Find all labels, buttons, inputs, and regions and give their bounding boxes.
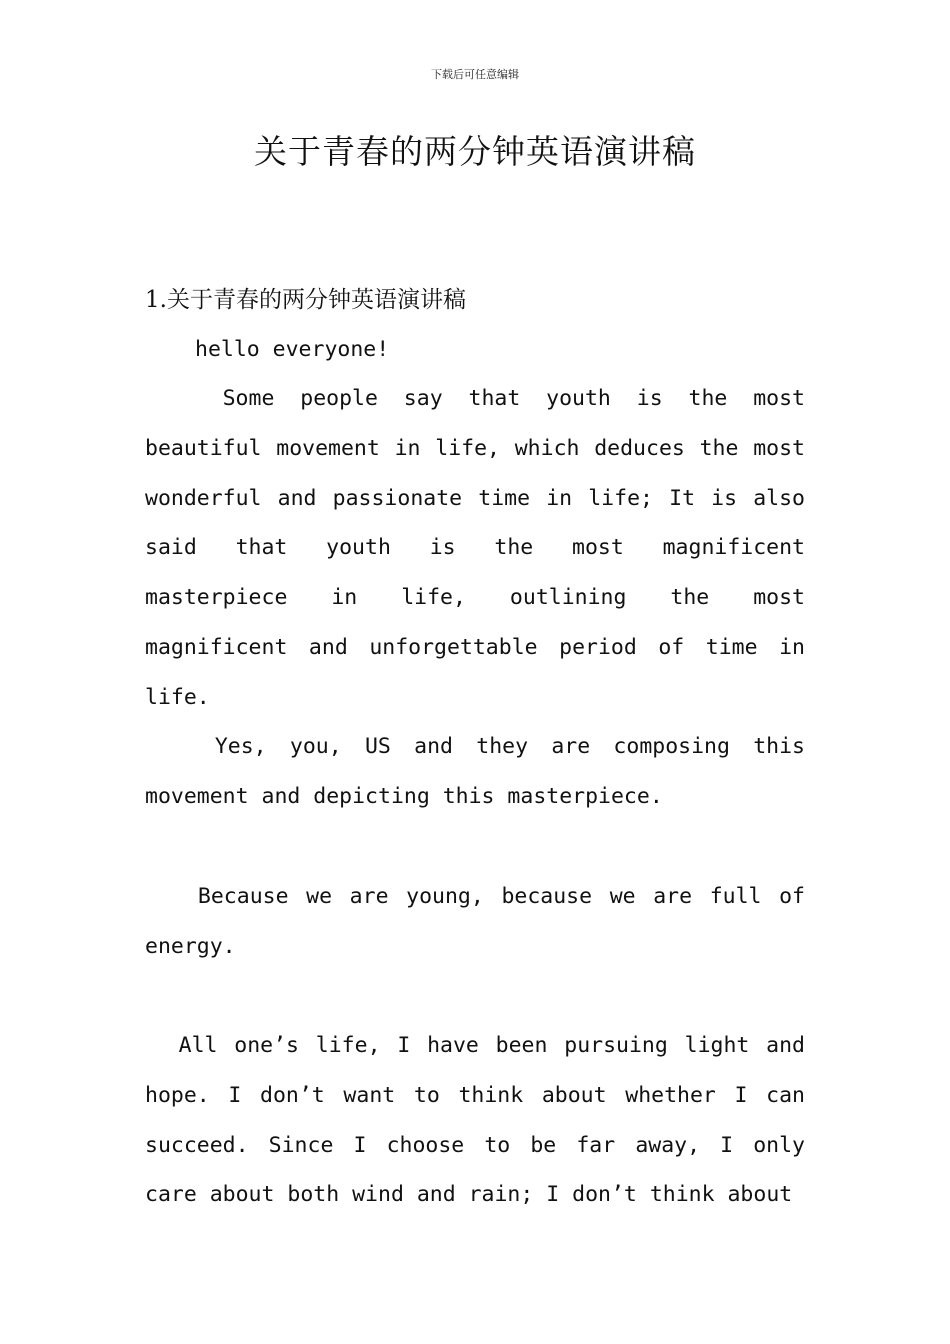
paragraph-4-block [145, 1021, 805, 1220]
paragraph-1-block [145, 374, 805, 722]
header-note: 下载后可任意编辑 [431, 68, 519, 81]
paragraph-2-block [145, 722, 805, 822]
paragraph: All one’s life, I have been pursuing light and hope. I don’t want to think about whether I can succeed. Since I choose to be far away, I only care about both wind and rain; I don’t think about [145, 1033, 805, 1208]
paragraph: Some people say that youth is the most beautiful movement in life, which deduces the most wonderful and passionate time in life; It is also said that youth is the most magnificent masterpiece in life, outlining the most magnificent and unforgettable period of time in life. [145, 386, 805, 710]
document-title: 关于青春的两分钟英语演讲稿 [254, 132, 696, 171]
paragraph: Because we are young, because we are full of energy. [145, 884, 805, 959]
section-heading: 1.关于青春的两分钟英语演讲稿 [145, 287, 466, 313]
paragraph-3-block [145, 872, 805, 972]
paragraph: Yes, you, US and they are composing this movement and depicting this masterpiece. [145, 734, 805, 809]
greeting-line: hello everyone! [195, 337, 390, 362]
